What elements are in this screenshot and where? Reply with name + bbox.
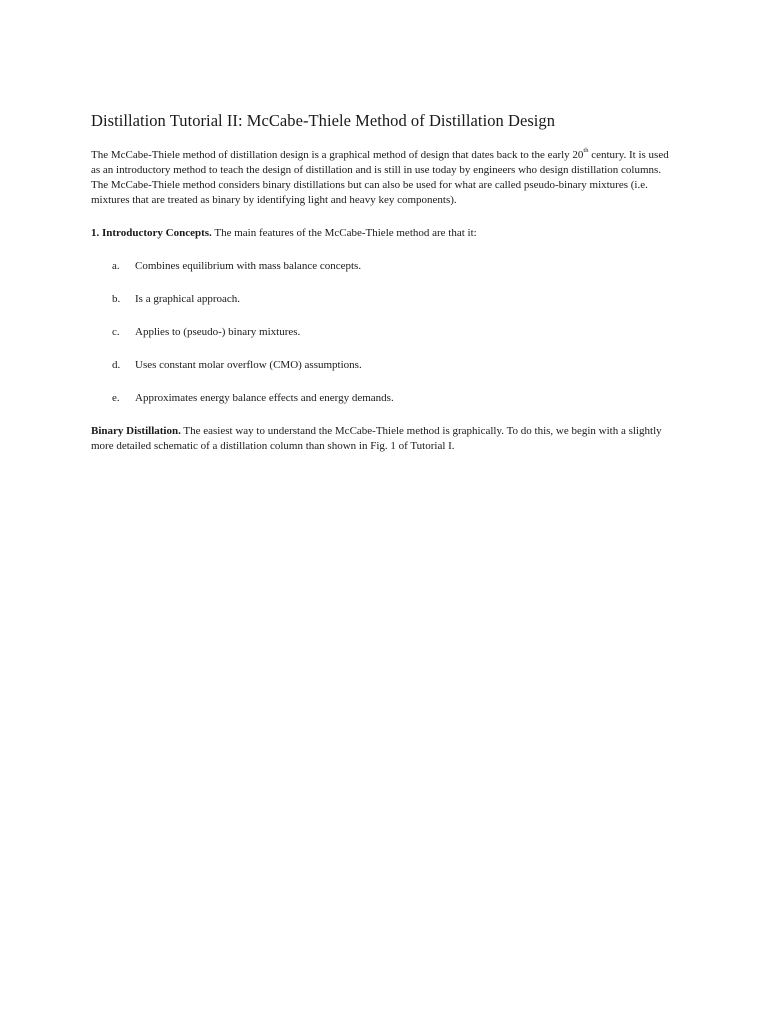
section-heading: 1. Introductory Concepts. [91, 227, 212, 239]
list-item [112, 259, 676, 274]
list-item-letter: e. [112, 392, 120, 404]
list-item [112, 292, 676, 307]
intro-paragraph [91, 148, 676, 208]
list-item-letter: c. [112, 326, 120, 338]
binary-text: The easiest way to understand the McCabe-Thiele method is graphically. To do this, we begin with a slightly more detailed schematic of a distillation column than shown in Fig. 1 of Tutorial I. [91, 425, 662, 452]
intro-text-start: The McCabe-Thiele method of distillation design is a graphical method of design that dates back to the early 20 [91, 149, 584, 161]
list-item-letter: b. [112, 293, 121, 305]
list-item [112, 358, 676, 373]
list-item-text: Uses constant molar overflow (CMO) assumptions. [135, 359, 362, 371]
binary-heading: Binary Distillation. [91, 425, 181, 437]
features-list [91, 259, 676, 406]
list-item-letter: d. [112, 359, 121, 371]
document-content [91, 110, 676, 454]
binary-distillation-paragraph [91, 424, 676, 454]
document-title: Distillation Tutorial II: McCabe-Thiele Method of Distillation Design [91, 111, 556, 130]
list-item [112, 325, 676, 340]
list-item-text: Applies to (pseudo-) binary mixtures. [135, 326, 301, 338]
list-item [112, 391, 676, 406]
list-item-text: Approximates energy balance effects and energy demands. [135, 392, 394, 404]
list-item-text: Combines equilibrium with mass balance concepts. [135, 260, 362, 272]
list-item-text: Is a graphical approach. [135, 293, 241, 305]
intro-text-end: century. It is used as an introductory method to teach the design of distillation and is still in use today by engineers who design distillation columns. The McCabe-Thiele method considers binary distillations but can also be used for what are called pseudo-binary mixtures (i.e. mixtures that are treated as binary by identifying light and heavy key components). [91, 149, 669, 206]
section-introductory-concepts [91, 226, 676, 241]
section-text: The main features of the McCabe-Thiele method are that it: [211, 227, 477, 239]
intro-superscript: th [583, 147, 589, 155]
list-item-letter: a. [112, 260, 120, 272]
